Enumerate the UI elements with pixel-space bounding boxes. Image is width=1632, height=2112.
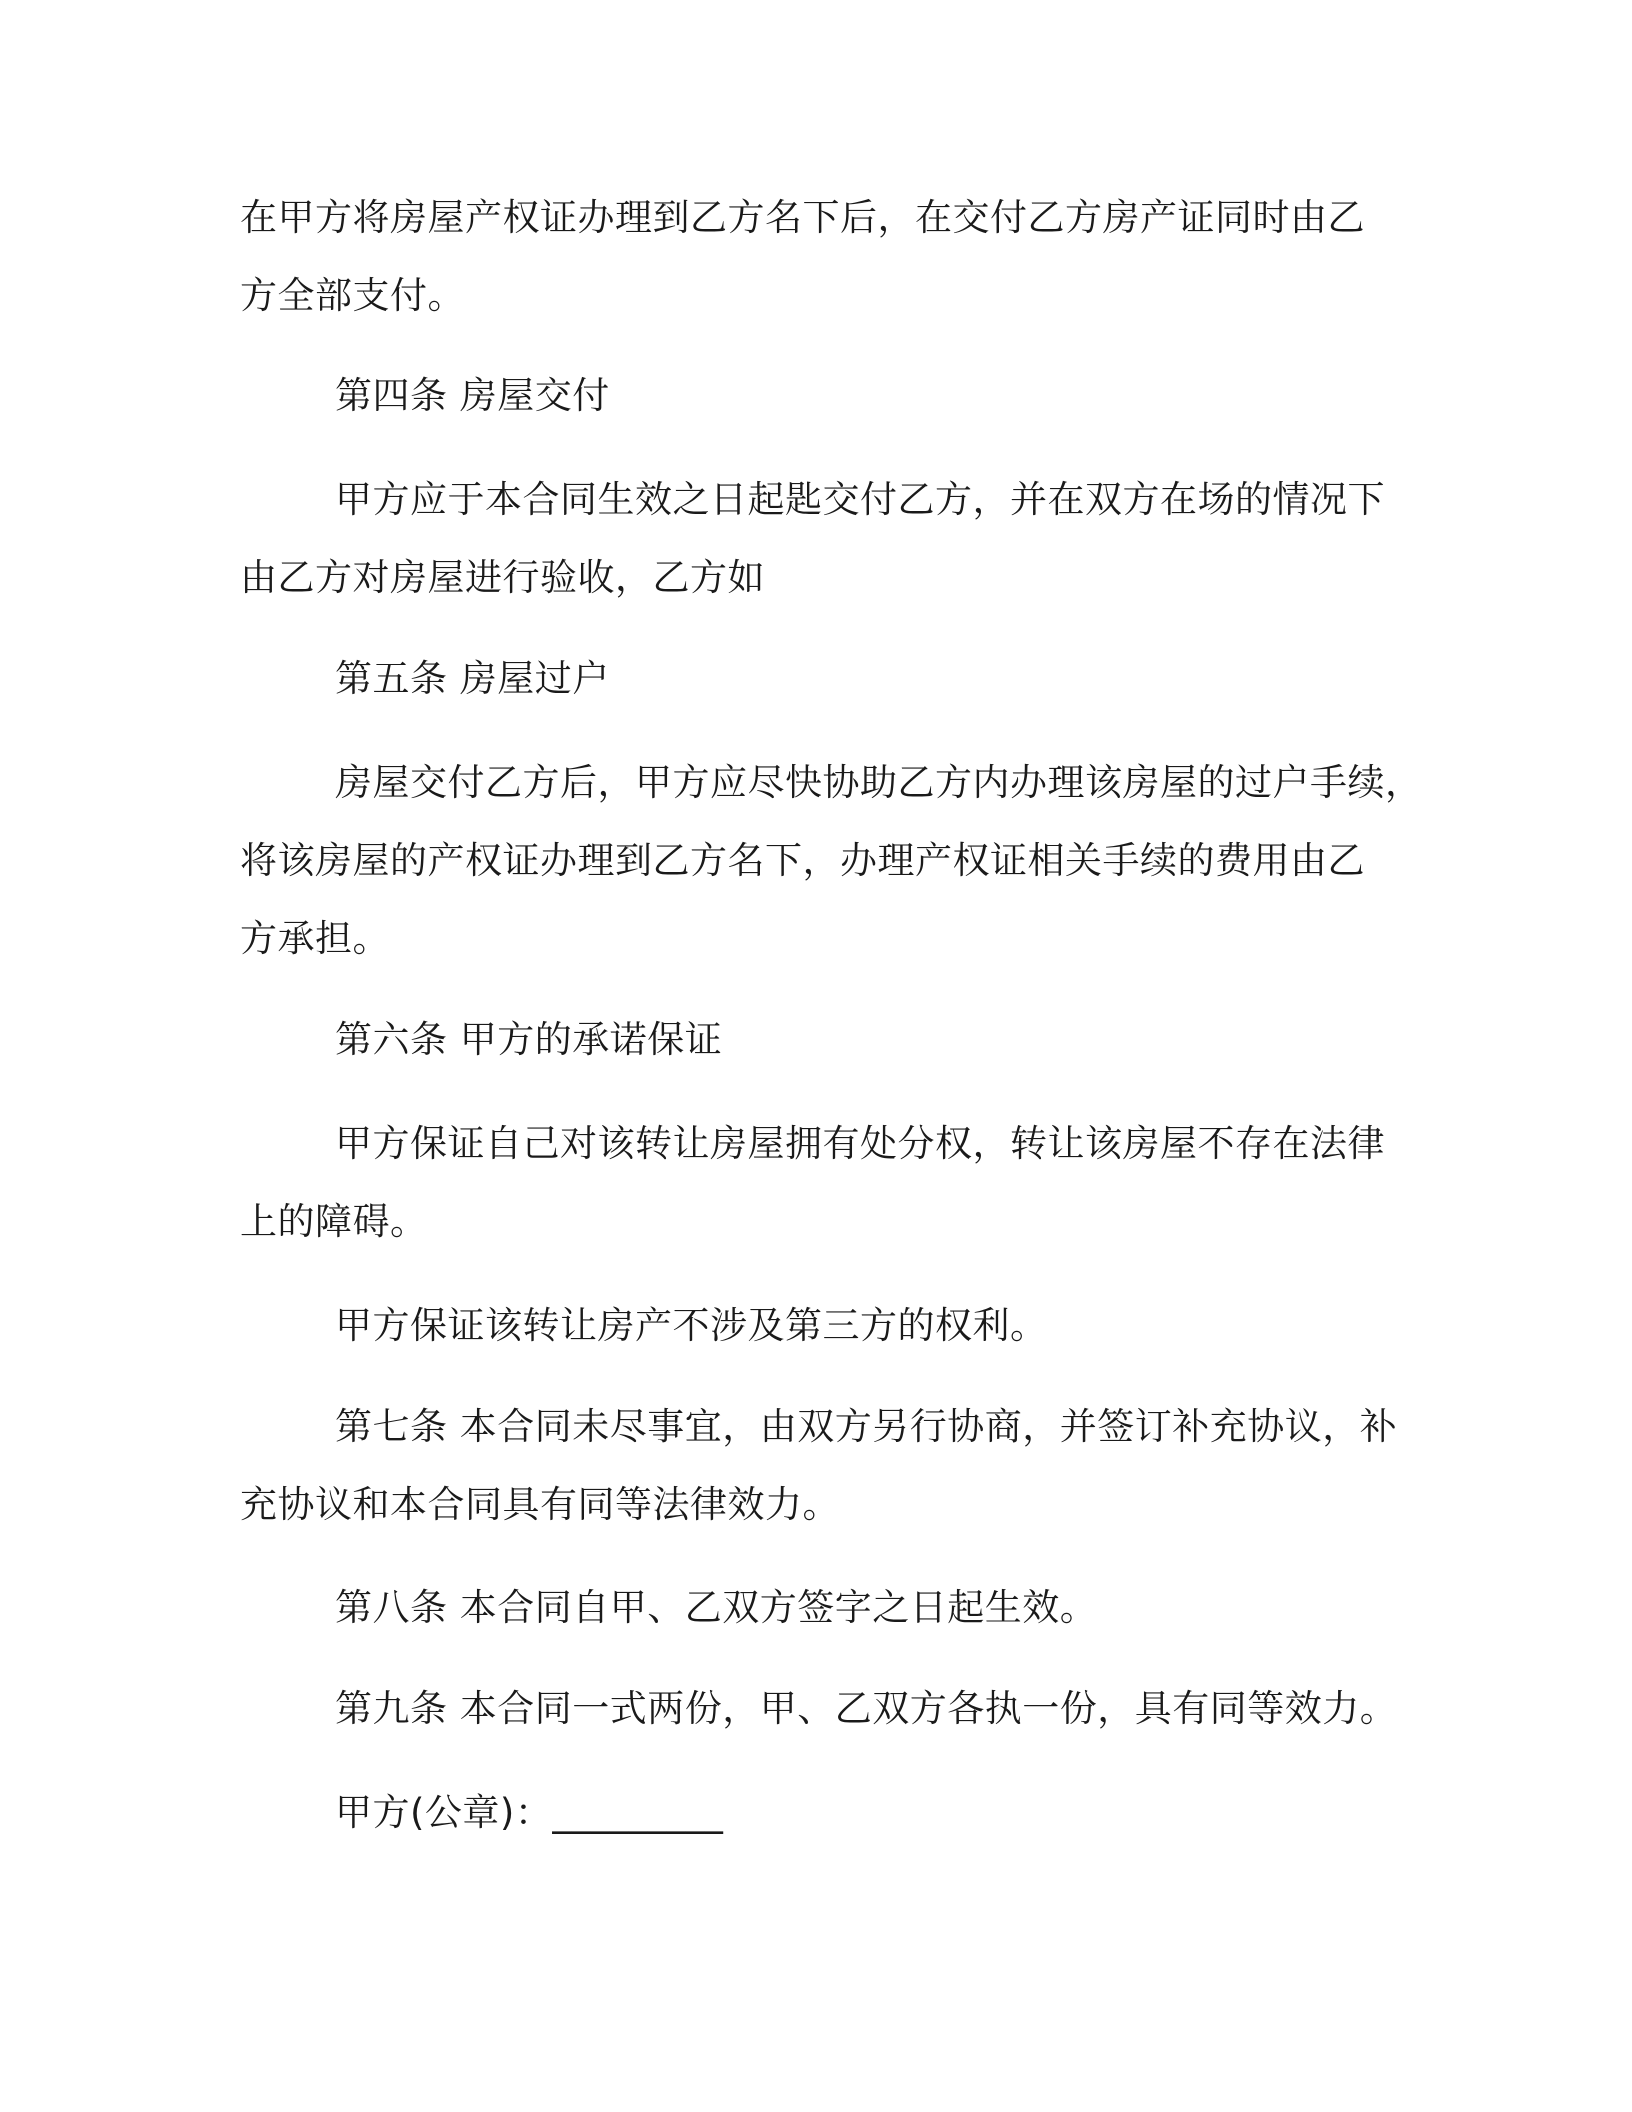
paragraph-line: 甲方保证自己对该转让房屋拥有处分权，转让该房屋不存在法律 (335, 1122, 1385, 1165)
paragraph-line: 第八条 本合同自甲、乙双方签字之日起生效。 (335, 1586, 1098, 1629)
paragraph-line: 第九条 本合同一式两份，甲、乙双方各执一份，具有同等效力。 (335, 1687, 1398, 1730)
paragraph-line: 上的障碍。 (240, 1200, 428, 1243)
section-heading: 第五条 房屋过户 (335, 657, 610, 700)
document-page (240, 0, 1423, 2112)
paragraph-line: 在甲方将房屋产权证办理到乙方名下后，在交付乙方房产证同时由乙 (240, 196, 1365, 239)
section-heading: 第四条 房屋交付 (335, 374, 610, 417)
paragraph-line: 第七条 本合同未尽事宜，由双方另行协商，并签订补充协议，补 (335, 1405, 1398, 1448)
section-heading: 第六条 甲方的承诺保证 (335, 1018, 723, 1061)
paragraph-line: 将该房屋的产权证办理到乙方名下，办理产权证相关手续的费用由乙 (240, 839, 1365, 882)
paragraph-line: 由乙方对房屋进行验收，乙方如 (240, 556, 765, 599)
signature-line: 甲方(公章)：_________ (335, 1791, 724, 1834)
paragraph-line: 房屋交付乙方后，甲方应尽快协助乙方内办理该房屋的过户手续， (335, 761, 1423, 804)
paragraph-line: 方全部支付。 (240, 274, 465, 317)
paragraph-line: 方承担。 (240, 917, 390, 960)
paragraph-line: 充协议和本合同具有同等法律效力。 (240, 1483, 840, 1526)
paragraph-line: 甲方保证该转让房产不涉及第三方的权利。 (335, 1304, 1048, 1347)
paragraph-line: 甲方应于本合同生效之日起匙交付乙方，并在双方在场的情况下 (335, 478, 1385, 521)
